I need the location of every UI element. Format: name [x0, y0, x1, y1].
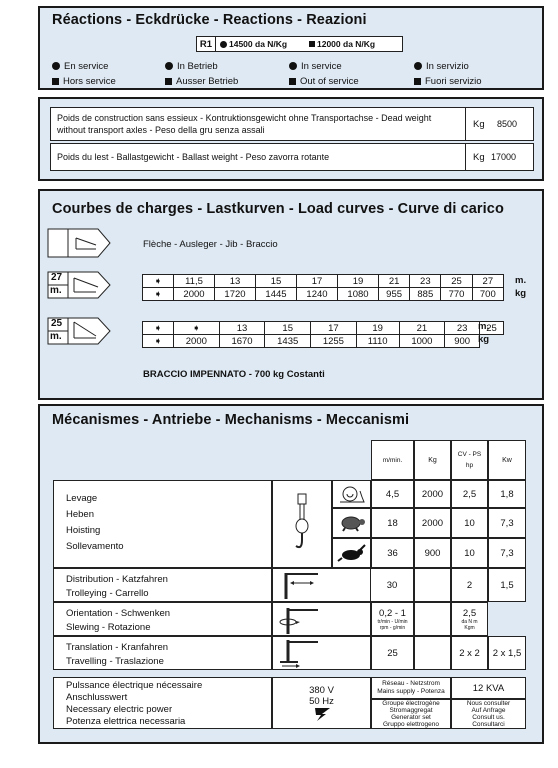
- radius-cell: 15: [265, 322, 311, 335]
- radius-cell: 27: [472, 275, 503, 288]
- load-curves-note: BRACCIO IMPENNATO - 700 kg Costanti: [143, 369, 325, 380]
- trolley-labels: Distribution - Katzfahren Trolleying - Carrello: [53, 568, 272, 602]
- hoist-hp-1: 2,5: [451, 480, 488, 508]
- arrow-right-icon: ➧: [143, 275, 174, 288]
- load-curves-title: Courbes de charges - Lastkurven - Load curves - Curve di carico: [52, 201, 504, 217]
- load-cell: 885: [410, 288, 441, 301]
- ballast-weight-value: 17000: [491, 152, 517, 162]
- dead-weight-value: 8500: [497, 119, 518, 129]
- square-icon: [414, 78, 421, 85]
- rabbit-icon: [332, 538, 371, 568]
- load-cell: 700: [472, 288, 503, 301]
- radius-cell: 19: [356, 322, 399, 335]
- hoist-kg-1: 2000: [414, 480, 451, 508]
- slewing-crane-icon: [280, 604, 320, 634]
- jib25-load-row: [143, 335, 504, 348]
- trolley-kw: 1,5: [488, 568, 526, 602]
- mechanisms-title: Mécanismes - Antriebe - Mechanisms - Meccanismi: [52, 412, 410, 428]
- jib25-unit: m.: [50, 331, 62, 342]
- reactions-out-value: 12000 da N/Kg: [317, 39, 376, 49]
- radius-cell: 13: [215, 275, 256, 288]
- jib27-table: [142, 274, 504, 301]
- arrow-right-icon: ➧: [174, 322, 220, 335]
- dead-weight-row: [50, 107, 534, 141]
- out-service-it: Fuori servizio: [414, 76, 482, 87]
- divider: [465, 144, 466, 170]
- hoist-kg-2: 2000: [414, 508, 451, 538]
- slewing-kw-empty: [488, 602, 526, 636]
- load-cell: 1240: [297, 288, 338, 301]
- generator-cell: Groupe électrogène Stromaggregat Generator set Gruppo elettrogeno: [371, 699, 451, 729]
- in-service-it: In servizio: [414, 61, 469, 72]
- travel-drawing-cell: [272, 636, 371, 670]
- header-speed: m/min.: [371, 440, 414, 480]
- weights-panel: [38, 97, 544, 181]
- in-service-fr: En service: [52, 61, 108, 72]
- square-icon: [165, 78, 172, 85]
- jib27-unit: m.: [50, 285, 62, 296]
- jib-legend-svg: [48, 229, 110, 257]
- load-cell: 900: [445, 335, 480, 348]
- travel-crane-icon: [280, 638, 320, 668]
- load-cell: 1080: [338, 288, 379, 301]
- radius-cell: 25: [480, 322, 504, 335]
- dot-icon: [165, 62, 173, 70]
- hoist-kg-3: 900: [414, 538, 451, 568]
- reactions-badge: [196, 36, 403, 52]
- jib27-badge: [48, 272, 110, 298]
- hoist-speed-2: 18: [371, 508, 414, 538]
- slewing-speed: 0,2 - 1 tr/min - U/min rpm - g/min: [371, 602, 414, 636]
- jib-legend-icon: [48, 229, 110, 257]
- out-service-square-icon: [309, 41, 315, 47]
- trolley-drawing-cell: [272, 568, 371, 602]
- radius-cell: 11,5: [174, 275, 215, 288]
- power-labels: Pulssance électrique nécessaire Anschlusswert Necessary electric power Potenza elettrica necessaria: [53, 677, 272, 729]
- out-service-en: Out of service: [289, 76, 359, 87]
- radius-cell: 17: [297, 275, 338, 288]
- load-cell: 1000: [399, 335, 445, 348]
- slewing-drawing-cell: [272, 602, 371, 636]
- in-service-dot-icon: [220, 41, 227, 48]
- load-cell: 770: [441, 288, 472, 301]
- trolley-hp: 2: [451, 568, 488, 602]
- square-icon: [289, 78, 296, 85]
- load-cell: 955: [379, 288, 410, 301]
- dead-weight-label: Poids de construction sans essieux - Kontruktionsgewicht ohne Transportachse - Dead weight without transport axles - Peso della gru senza assali: [57, 113, 432, 135]
- slewing-hp: 2,5 da N m Kgm: [451, 602, 488, 636]
- jib27-length: 27: [51, 272, 63, 283]
- dot-icon: [52, 62, 60, 70]
- arrow-right-icon: ➧: [143, 322, 174, 335]
- arrow-right-icon: ➧: [143, 288, 174, 301]
- square-icon: [52, 78, 59, 85]
- voltage: 380 V: [309, 685, 334, 696]
- load-cell: 1445: [256, 288, 297, 301]
- out-service-fr: Hors service: [52, 76, 116, 87]
- slewing-kg-empty: [414, 602, 451, 636]
- header-power: CV - PS hp: [451, 440, 488, 480]
- in-service-de: In Betrieb: [165, 61, 218, 72]
- jib27-radius-unit: m.: [515, 275, 527, 286]
- radius-cell: 19: [338, 275, 379, 288]
- radius-cell: 23: [445, 322, 480, 335]
- reactions-panel: [38, 6, 544, 90]
- hoist-kw-3: 7,3: [488, 538, 526, 568]
- slewing-labels: Orientation - Schwenken Slewing - Rotazione: [53, 602, 272, 636]
- load-cell: 1720: [215, 288, 256, 301]
- travel-kw: 2 x 1,5: [488, 636, 526, 670]
- mains-value: 12 KVA: [451, 677, 526, 699]
- trolley-crane-icon: [280, 571, 320, 599]
- load-cell: 1110: [356, 335, 399, 348]
- jib25-table: [142, 321, 504, 348]
- load-cell: 2000: [174, 335, 220, 348]
- radius-cell: 17: [311, 322, 357, 335]
- in-service-en: In service: [289, 61, 342, 72]
- ballast-weight-row: [50, 143, 534, 171]
- jib25-length: 25: [51, 318, 63, 329]
- ballast-weight-label: Poids du lest - Ballastgewicht - Ballast weight - Peso zavorra rotante: [57, 152, 330, 162]
- power-supply-cell: [272, 677, 371, 729]
- dot-icon: [289, 62, 297, 70]
- trolley-kg-empty: [414, 568, 451, 602]
- radius-cell: 21: [379, 275, 410, 288]
- hoist-speed-1: 4,5: [371, 480, 414, 508]
- radius-cell: 25: [441, 275, 472, 288]
- trolley-speed: 30: [371, 568, 414, 602]
- jib25-badge: [48, 318, 110, 344]
- jib25-load-unit: kg: [478, 334, 490, 345]
- dead-weight-unit: Kg: [473, 119, 485, 130]
- hoist-kw-1: 1,8: [488, 480, 526, 508]
- travel-kg-empty: [414, 636, 451, 670]
- travel-speed: 25: [371, 636, 414, 670]
- jib25-radius-row: [143, 322, 504, 335]
- radius-cell: 13: [219, 322, 265, 335]
- radius-cell: 23: [410, 275, 441, 288]
- frequency: 50 Hz: [309, 696, 334, 707]
- jib27-radius-row: [143, 275, 504, 288]
- header-kw: Kw: [488, 440, 526, 480]
- jib27-load-unit: kg: [515, 288, 527, 299]
- header-kg: Kg: [414, 440, 451, 480]
- hoist-drawing-cell: [272, 480, 332, 568]
- hook-icon: [290, 494, 314, 554]
- consult-cell: Nous consulter Auf Anfrage Consult us. Consultarci: [451, 699, 526, 729]
- ballast-weight-unit: Kg: [473, 152, 485, 163]
- travel-labels: Translation - Kranfahren Travelling - Traslazione: [53, 636, 272, 670]
- hoisting-labels: Levage Heben Hoisting Sollevamento: [53, 480, 272, 568]
- turtle-icon: [332, 508, 371, 538]
- hoist-speed-3: 36: [371, 538, 414, 568]
- mechanisms-panel: [38, 404, 544, 744]
- jib-legend-label: Flèche - Ausleger - Jib - Braccio: [143, 239, 278, 250]
- radius-cell: 21: [399, 322, 445, 335]
- mains-supply-cell: Réseau - Netzstrom Mains supply - Potenza: [371, 677, 451, 699]
- load-cell: 1255: [311, 335, 357, 348]
- hoist-hp-2: 10: [451, 508, 488, 538]
- travel-hp: 2 x 2: [451, 636, 488, 670]
- snail-icon: [332, 480, 371, 508]
- jib25-radius-unit: m.: [478, 321, 490, 332]
- reactions-in-value: 14500 da N/Kg: [229, 39, 288, 49]
- load-cell: 1670: [219, 335, 265, 348]
- hoist-kw-2: 7,3: [488, 508, 526, 538]
- out-service-de: Ausser Betrieb: [165, 76, 238, 87]
- reactions-title: Réactions - Eckdrücke - Reactions - Reazioni: [52, 12, 367, 28]
- divider: [465, 108, 466, 140]
- jib27-load-row: [143, 288, 504, 301]
- radius-cell: 15: [256, 275, 297, 288]
- load-cell: 2000: [174, 288, 215, 301]
- hoist-hp-3: 10: [451, 538, 488, 568]
- arrow-right-icon: ➧: [143, 335, 174, 348]
- load-cell: 1435: [265, 335, 311, 348]
- dot-icon: [414, 62, 422, 70]
- lightning-icon: [313, 707, 331, 721]
- load-curves-panel: [38, 189, 544, 400]
- reactions-badge-symbol: R1: [197, 37, 216, 51]
